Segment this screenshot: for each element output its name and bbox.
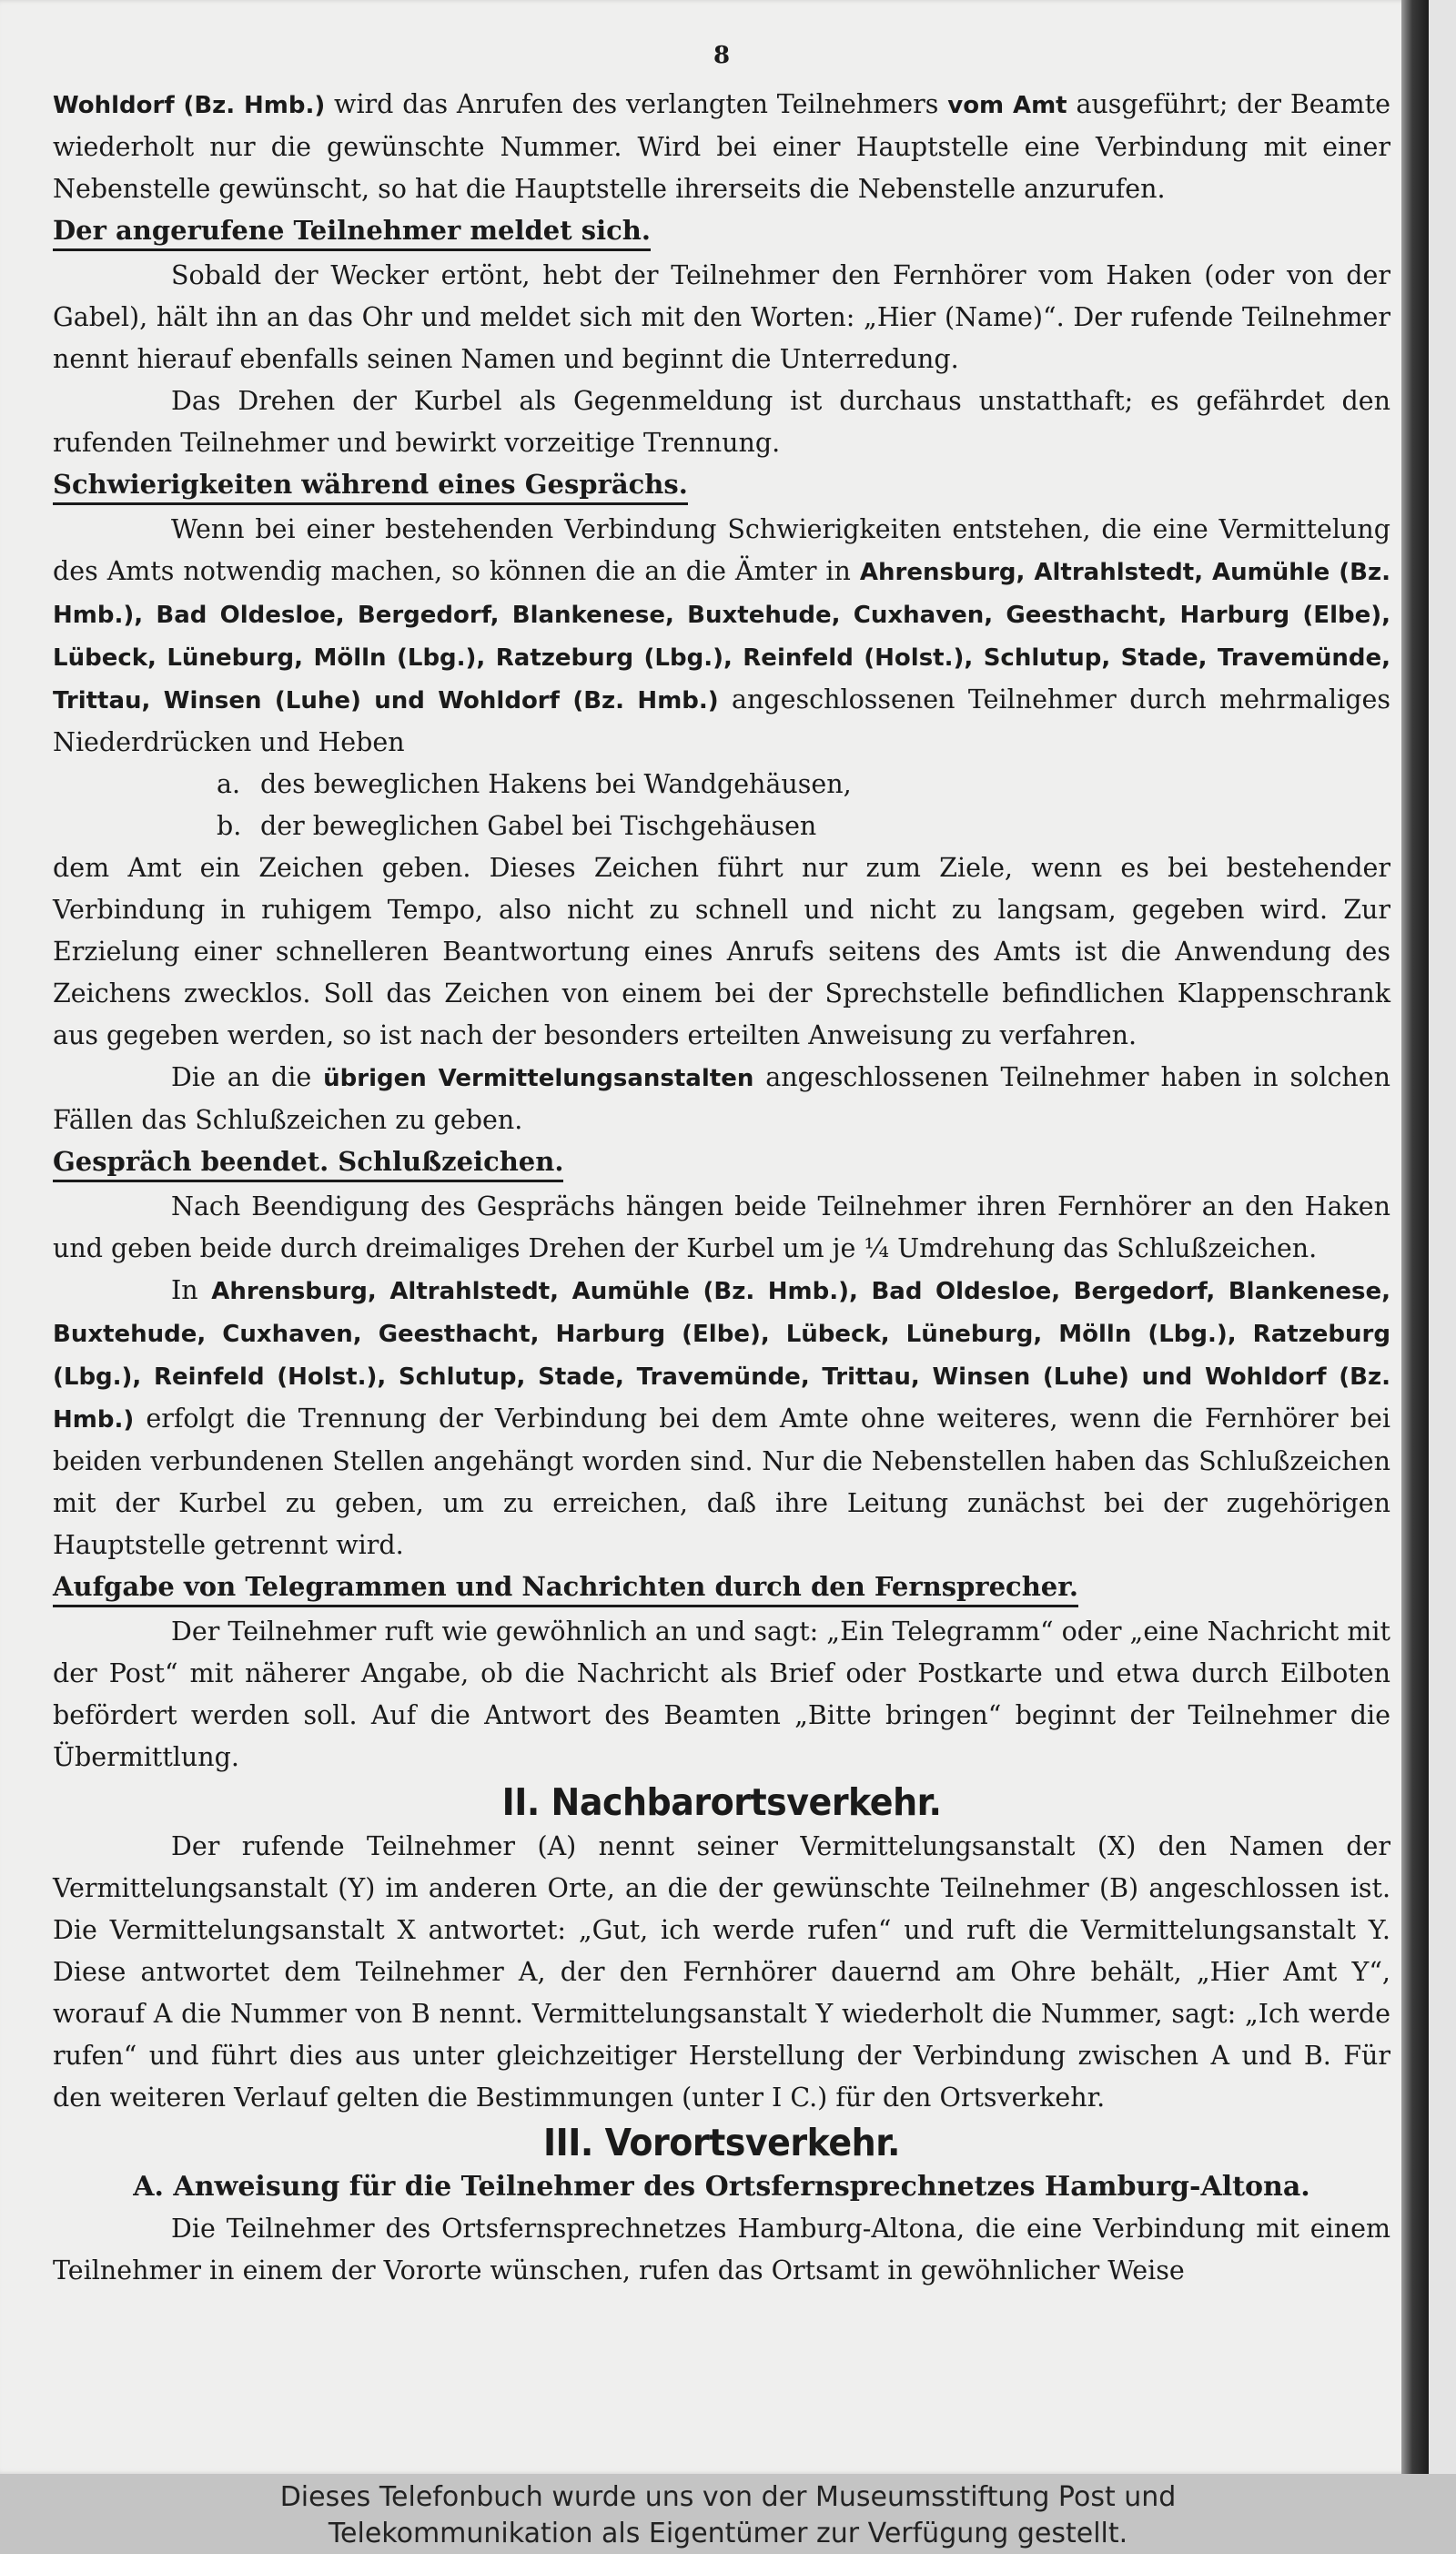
page-number: 8 — [713, 42, 731, 69]
page-edge-shadow — [1401, 0, 1429, 2474]
list-item: a. des beweglichen Hakens bei Wandgehäusen, — [217, 769, 852, 799]
paragraph: In Ahrensburg, Altrahlstedt, Aumühle (Bz. Hmb.), Bad Oldesloe, Bergedorf, Blankenese, Buxtehude, Cuxhaven, Geesthacht, Harburg (Elbe), Lübeck, Lüneburg, Mölln (Lbg.), Ratzeburg (Lbg.), Reinfeld (Holst.), Schlutup, Stade, Travemünde, Trittau, Winsen (Luhe) und Wohldorf (Bz. Hmb.) erfolgt die Trennung der Verbindung bei dem Amte ohne weiteres, wenn die Fernhörer bei beiden verbundenen Stellen angehängt worden sind. Nur die Nebenstellen haben das Schlußzeichen mit der Kurbel zu geben, um zu erreichen, daß ihre Leitung zunächst bei der zugehörigen Hauptstelle getrennt wird. — [53, 1275, 1390, 1560]
section-heading-difficulties: Schwierigkeiten während eines Gesprächs. — [53, 466, 688, 505]
paragraph: Der Teilnehmer ruft wie gewöhnlich an und sagt: „Ein Telegramm“ oder „eine Nachricht mit der Post“ mit näherer Angabe, ob die Nachricht als Brief oder Postkarte und etwa durch Eilboten befördert werden soll. Auf die Antwort des Beamten „Bitte bringen“ beginnt der Teilnehmer die Übermittlung. — [53, 1617, 1390, 1772]
part-title-neighbour-traffic: II. Nachbarortsverkehr. — [501, 1780, 942, 1824]
footer-notice — [0, 2474, 1456, 2554]
paragraph: Sobald der Wecker ertönt, hebt der Teilnehmer den Fernhörer vom Haken (oder von der Gabel), hält ihn an das Ohr und meldet sich mit den Worten: „Hier (Name)“. Der rufende Teilnehmer nennt hierauf ebenfalls seinen Namen und beginnt die Unterredung. — [53, 260, 1390, 374]
paragraph: Die Teilnehmer des Ortsfernsprechnetzes Hamburg-Altona, die eine Verbindung mit einem Teilnehmer in einem der Vororte wünschen, rufen das Ortsamt in gewöhnlicher Weise — [53, 2214, 1390, 2285]
intro-paragraph: Wohldorf (Bz. Hmb.) wird das Anrufen des verlangten Teilnehmers vom Amt ausgeführt; der Beamte wiederholt nur die gewünschte Nummer. Wird bei einer Hauptstelle eine Verbindung mit einer Nebenstelle gewünscht, so hat die Hauptstelle ihrerseits die Nebenstelle anzurufen. — [53, 89, 1391, 204]
list-item: b. der beweglichen Gabel bei Tischgehäusen — [217, 811, 817, 841]
page-content — [53, 35, 1390, 2292]
footer-line: Telekommunikation als Eigentümer zur Verfügung gestellt. — [328, 2518, 1128, 2549]
section-heading-telegrams: Aufgabe von Telegrammen und Nachrichten durch den Fernsprecher. — [53, 1568, 1078, 1607]
footer-line: Dieses Telefonbuch wurde uns von der Museumsstiftung Post und — [279, 2481, 1177, 2513]
part-title-suburban-traffic: III. Vorortsverkehr. — [542, 2121, 900, 2164]
section-heading-end-call: Gespräch beendet. Schlußzeichen. — [53, 1143, 563, 1182]
paragraph: Die an die übrigen Vermittelungsanstalten angeschlossenen Teilnehmer haben in solchen Fällen das Schlußzeichen zu geben. — [53, 1062, 1390, 1135]
paragraph: Nach Beendigung des Gesprächs hängen beide Teilnehmer ihren Fernhörer an den Haken und geben beide durch dreimaliges Drehen der Kurbel um je ¼ Umdrehung das Schlußzeichen. — [53, 1191, 1390, 1263]
paragraph: Das Drehen der Kurbel als Gegenmeldung ist durchaus unstatthaft; es gefährdet den rufenden Teilnehmer und bewirkt vorzeitige Trennung. — [53, 386, 1390, 458]
paragraph: Der rufende Teilnehmer (A) nennt seiner Vermittelungsanstalt (X) den Namen der Vermittelungsanstalt (Y) im anderen Orte, an die der gewünschte Teilnehmer (B) angeschlossen ist. Die Vermittelungsanstalt X antwortet: „Gut, ich werde rufen“ und ruft die Vermittelungsanstalt Y. Diese antwortet dem Teilnehmer A, der den Fernhörer dauernd am Ohre behält, „Hier Amt Y“, worauf A die Nummer von B nennt. Vermittelungsanstalt Y wiederholt die Nummer, sagt: „Ich werde rufen“ und führt dies aus unter gleichzeitiger Herstellung der Verbindung zwischen A und B. Für den weiteren Verlauf gelten die Bestimmungen (unter I C.) für den Ortsverkehr. — [53, 1831, 1390, 2113]
subsection-title: A. Anweisung für die Teilnehmer des Ortsfernsprechnetzes Hamburg-Altona. — [133, 2171, 1310, 2203]
paragraph: dem Amt ein Zeichen geben. Dieses Zeichen führt nur zum Ziele, wenn es bei bestehender Verbindung in ruhigem Tempo, also nicht zu schnell und nicht zu langsam, gegeben wird. Zur Erzielung einer schnelleren Beantwortung eines Anrufs seitens des Amts ist die Anwendung des Zeichens zwecklos. Soll das Zeichen von einem bei der Sprechstelle befindlichen Klappenschrank aus gegeben werden, so ist nach der besonders erteilten Anweisung zu verfahren. — [53, 853, 1390, 1050]
section-heading-answer: Der angerufene Teilnehmer meldet sich. — [53, 212, 651, 251]
paragraph: Wenn bei einer bestehenden Verbindung Schwierigkeiten entstehen, die eine Vermittelung des Amts notwendig machen, so können die an die Ämter in Ahrensburg, Altrahlstedt, Aumühle (Bz. Hmb.), Bad Oldesloe, Bergedorf, Blankenese, Buxtehude, Cuxhaven, Geesthacht, Harburg (Elbe), Lübeck, Lüneburg, Mölln (Lbg.), Ratzeburg (Lbg.), Reinfeld (Holst.), Schlutup, Stade, Travemünde, Trittau, Winsen (Luhe) und Wohldorf (Bz. Hmb.) angeschlossenen Teilnehmer durch mehrmaliges Niederdrücken und Heben — [53, 514, 1390, 757]
